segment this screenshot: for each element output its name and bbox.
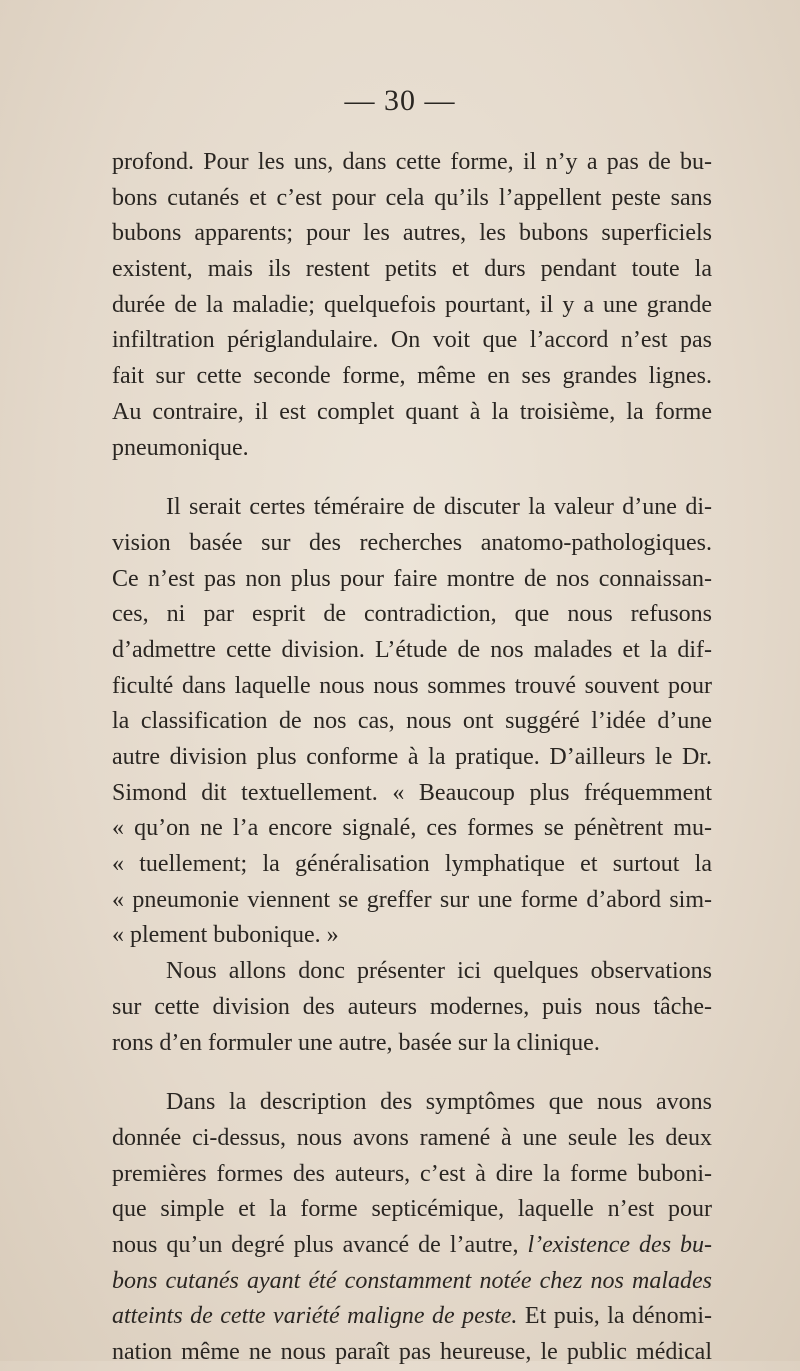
text-line: « tuellement; la généralisation lymphatique et surtout la (112, 851, 712, 878)
plain-text: nous qu’un degré plus avancé de l’autre, (112, 1231, 519, 1258)
text-line: existent, mais ils restent petits et durs pendant toute la (112, 256, 712, 283)
text-line: durée de la maladie; quelquefois pourtant, il y a une grande (112, 291, 712, 318)
text-line: Dans la description des symptômes que nous avons (166, 1089, 712, 1116)
text-line: d’admettre cette division. L’étude de nos malades et la dif- (112, 636, 712, 663)
text-line: Au contraire, il est complet quant à la troisième, la forme (112, 398, 712, 425)
text-line: fait sur cette seconde forme, même en ses grandes lignes. (112, 363, 712, 390)
plain-text: Et puis, la dénomi- (524, 1303, 713, 1330)
text-line: infiltration périglandulaire. On voit que l’accord n’est pas (112, 327, 712, 354)
text-line-mixed (112, 1299, 712, 1335)
paragraph-1 (112, 145, 712, 466)
text-line: « pneumonie viennent se greffer sur une forme d’abord sim- (112, 886, 712, 913)
text-line: premières formes des auteurs, c’est à dire la forme buboni- (112, 1160, 712, 1187)
text-line: « plement bubonique. » (112, 922, 339, 949)
text-line: que simple et la forme septicémique, laquelle n’est pour (112, 1196, 712, 1223)
text-line: bubons apparents; pour les autres, les bubons superficiels (112, 220, 712, 247)
italic-text: l’existence des bu- (527, 1231, 713, 1258)
text-line: rons d’en formuler une autre, basée sur la clinique. (112, 1029, 600, 1056)
text-line: autre division plus conforme à la pratique. D’ailleurs le Dr. (112, 744, 712, 770)
paragraph-gap (112, 1061, 712, 1085)
text-line: Simond dit textuellement. « Beaucoup plus fréquemment (112, 779, 712, 806)
italic-text-line: bons cutanés ayant été constamment notée chez nos malades (112, 1267, 712, 1294)
text-line: ficulté dans laquelle nous nous sommes trouvé souvent pour (112, 672, 712, 699)
text-line: pneumonique. (112, 434, 249, 461)
paragraph-2 (112, 490, 712, 954)
body-text (112, 145, 712, 1371)
text-line: donnée ci-dessus, nous avons ramené à une seule les deux (112, 1124, 712, 1151)
text-line: « qu’on ne l’a encore signalé, ces formes se pénètrent mu- (112, 815, 712, 842)
text-line: nation même ne nous paraît pas heureuse, le public médical (112, 1339, 712, 1365)
text-line: Ce n’est pas non plus pour faire montre de nos connaissan- (112, 565, 712, 592)
text-line: profond. Pour les uns, dans cette forme, il n’y a pas de bu- (112, 149, 712, 175)
text-line: bons cutanés et c’est pour cela qu’ils l’appellent peste sans (112, 184, 712, 211)
italic-text: atteints de cette variété maligne de peste. (112, 1303, 518, 1330)
paragraph-4 (112, 1085, 712, 1371)
text-line: sur cette division des auteurs modernes, puis nous tâche- (112, 993, 712, 1020)
paragraph-3 (112, 954, 712, 1061)
text-line: Il serait certes téméraire de discuter la valeur d’une di- (166, 494, 712, 521)
text-line: vision basée sur des recherches anatomo-pathologiques. (112, 529, 712, 556)
text-line: la classification de nos cas, nous ont suggéré l’idée d’une (112, 708, 712, 735)
text-line: Nous allons donc présenter ici quelques observations (166, 958, 712, 985)
paragraph-gap (112, 466, 712, 490)
page-number: — 30 — (344, 84, 456, 117)
text-line-mixed (112, 1228, 712, 1264)
text-line: ces, ni par esprit de contradiction, que nous refusons (112, 601, 712, 628)
